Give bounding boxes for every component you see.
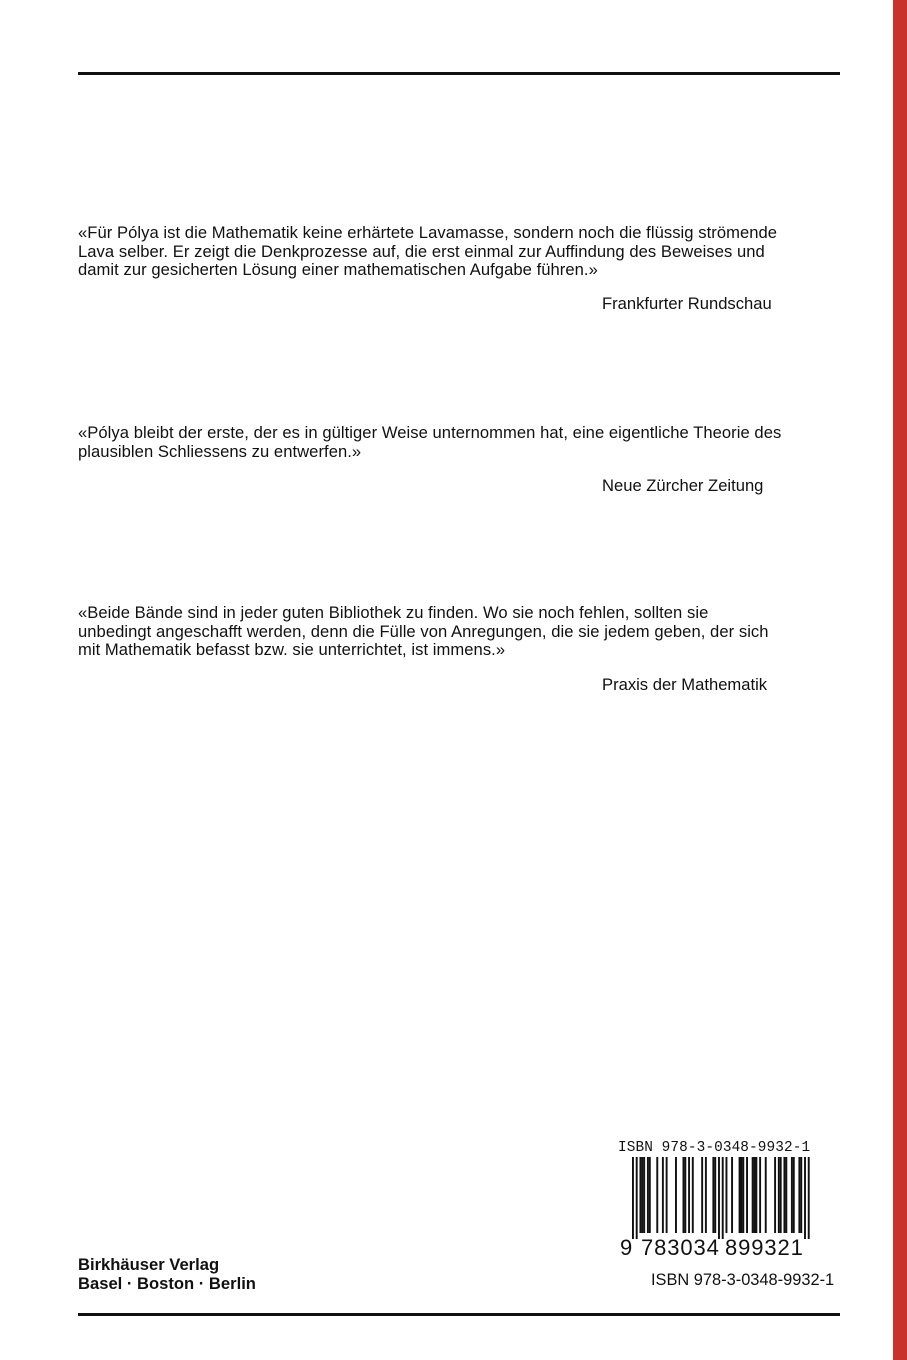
- quote-source: Praxis der Mathematik: [602, 675, 768, 694]
- publisher-imprint: [78, 1255, 256, 1293]
- barcode-bar: [701, 1157, 703, 1233]
- barcode-left-digits: 783034: [641, 1235, 720, 1260]
- barcode-bar: [649, 1157, 651, 1233]
- quote-line: mit Mathematik befasst bzw. sie unterrichtet, ist immens.»: [78, 640, 506, 659]
- barcode-bar: [722, 1157, 724, 1239]
- barcode-bar: [774, 1157, 776, 1233]
- quote-nzz: [78, 424, 848, 461]
- quote-line: unbedingt angeschafft werden, denn die Fülle von Anregungen, die sie jedem geben, der sich: [78, 621, 769, 641]
- ean13-barcode: [618, 1157, 818, 1239]
- barcode-bar: [688, 1157, 690, 1233]
- publisher-name: Birkhäuser Verlag: [78, 1255, 220, 1274]
- quote-line: Lava selber. Er zeigt die Denkprozesse auf, die erst einmal zur Auffindung des Beweises und: [78, 241, 765, 261]
- barcode-bar: [731, 1157, 733, 1233]
- barcode-bar: [666, 1157, 668, 1233]
- barcode-bar: [712, 1157, 714, 1233]
- quote-frankfurter: [78, 224, 848, 280]
- barcode-bar: [798, 1157, 800, 1233]
- barcode-bar: [718, 1157, 720, 1239]
- barcode-lead-digit: 9: [620, 1235, 633, 1260]
- barcode-bar: [800, 1157, 802, 1233]
- spine-edge: [893, 0, 907, 1360]
- barcode-bar: [692, 1157, 694, 1233]
- barcode-bar: [785, 1157, 787, 1233]
- barcode-bar: [808, 1157, 810, 1239]
- barcode-bar: [752, 1157, 754, 1233]
- barcode-bar: [739, 1157, 741, 1233]
- barcode-bar: [684, 1157, 686, 1233]
- barcode-bar: [742, 1157, 744, 1233]
- barcode-bar: [632, 1157, 634, 1239]
- barcode-bar: [714, 1157, 716, 1233]
- quote-line: «Für Pólya ist die Mathematik keine erhärtete Lavamasse, sondern noch die flüssig strömende: [78, 223, 778, 242]
- barcode-bar: [682, 1157, 684, 1233]
- barcode-bar: [755, 1157, 757, 1233]
- barcode-bar: [641, 1157, 643, 1233]
- isbn-label-top: ISBN 978-3-0348-9932-1: [618, 1140, 811, 1156]
- barcode-bar: [647, 1157, 649, 1233]
- quote-line: plausiblen Schliessens zu entwerfen.»: [78, 441, 362, 461]
- barcode-bar: [791, 1157, 793, 1233]
- quote-praxis: [78, 604, 848, 660]
- quote-line: «Beide Bände sind in jeder guten Bibliothek zu finden. Wo sie noch fehlen, sollten sie: [78, 603, 709, 622]
- barcode-bar: [662, 1157, 664, 1233]
- barcode-bar: [765, 1157, 767, 1233]
- barcode-bar: [726, 1157, 728, 1233]
- barcode-bar: [746, 1157, 748, 1233]
- barcode-bar: [636, 1157, 638, 1239]
- isbn-label-bottom: ISBN 978-3-0348-9932-1: [651, 1271, 835, 1289]
- barcode-bar: [783, 1157, 785, 1233]
- barcode-right-digits: 899321: [725, 1235, 804, 1260]
- quote-source: Neue Zürcher Zeitung: [602, 476, 764, 495]
- barcode-bar: [778, 1157, 780, 1233]
- quote-source: Frankfurter Rundschau: [602, 294, 772, 313]
- barcode-bar: [754, 1157, 756, 1233]
- quote-line: «Pólya bleibt der erste, der es in gültiger Weise unternommen hat, eine eigentliche Theorie des: [78, 423, 782, 442]
- barcode-bar: [656, 1157, 658, 1233]
- barcode-bar: [639, 1157, 641, 1233]
- top-rule: [78, 72, 840, 75]
- barcode-bar: [705, 1157, 707, 1233]
- barcode-bar: [643, 1157, 645, 1233]
- barcode-bar: [740, 1157, 742, 1233]
- barcode-bar: [804, 1157, 806, 1239]
- publisher-cities: Basel · Boston · Berlin: [78, 1274, 256, 1293]
- bottom-rule: [78, 1313, 840, 1316]
- barcode-bar: [793, 1157, 795, 1233]
- barcode-bar: [675, 1157, 677, 1233]
- quote-line: damit zur gesicherten Lösung einer mathematischen Aufgabe führen.»: [78, 260, 598, 279]
- barcode-bar: [759, 1157, 761, 1233]
- barcode-bar: [780, 1157, 782, 1233]
